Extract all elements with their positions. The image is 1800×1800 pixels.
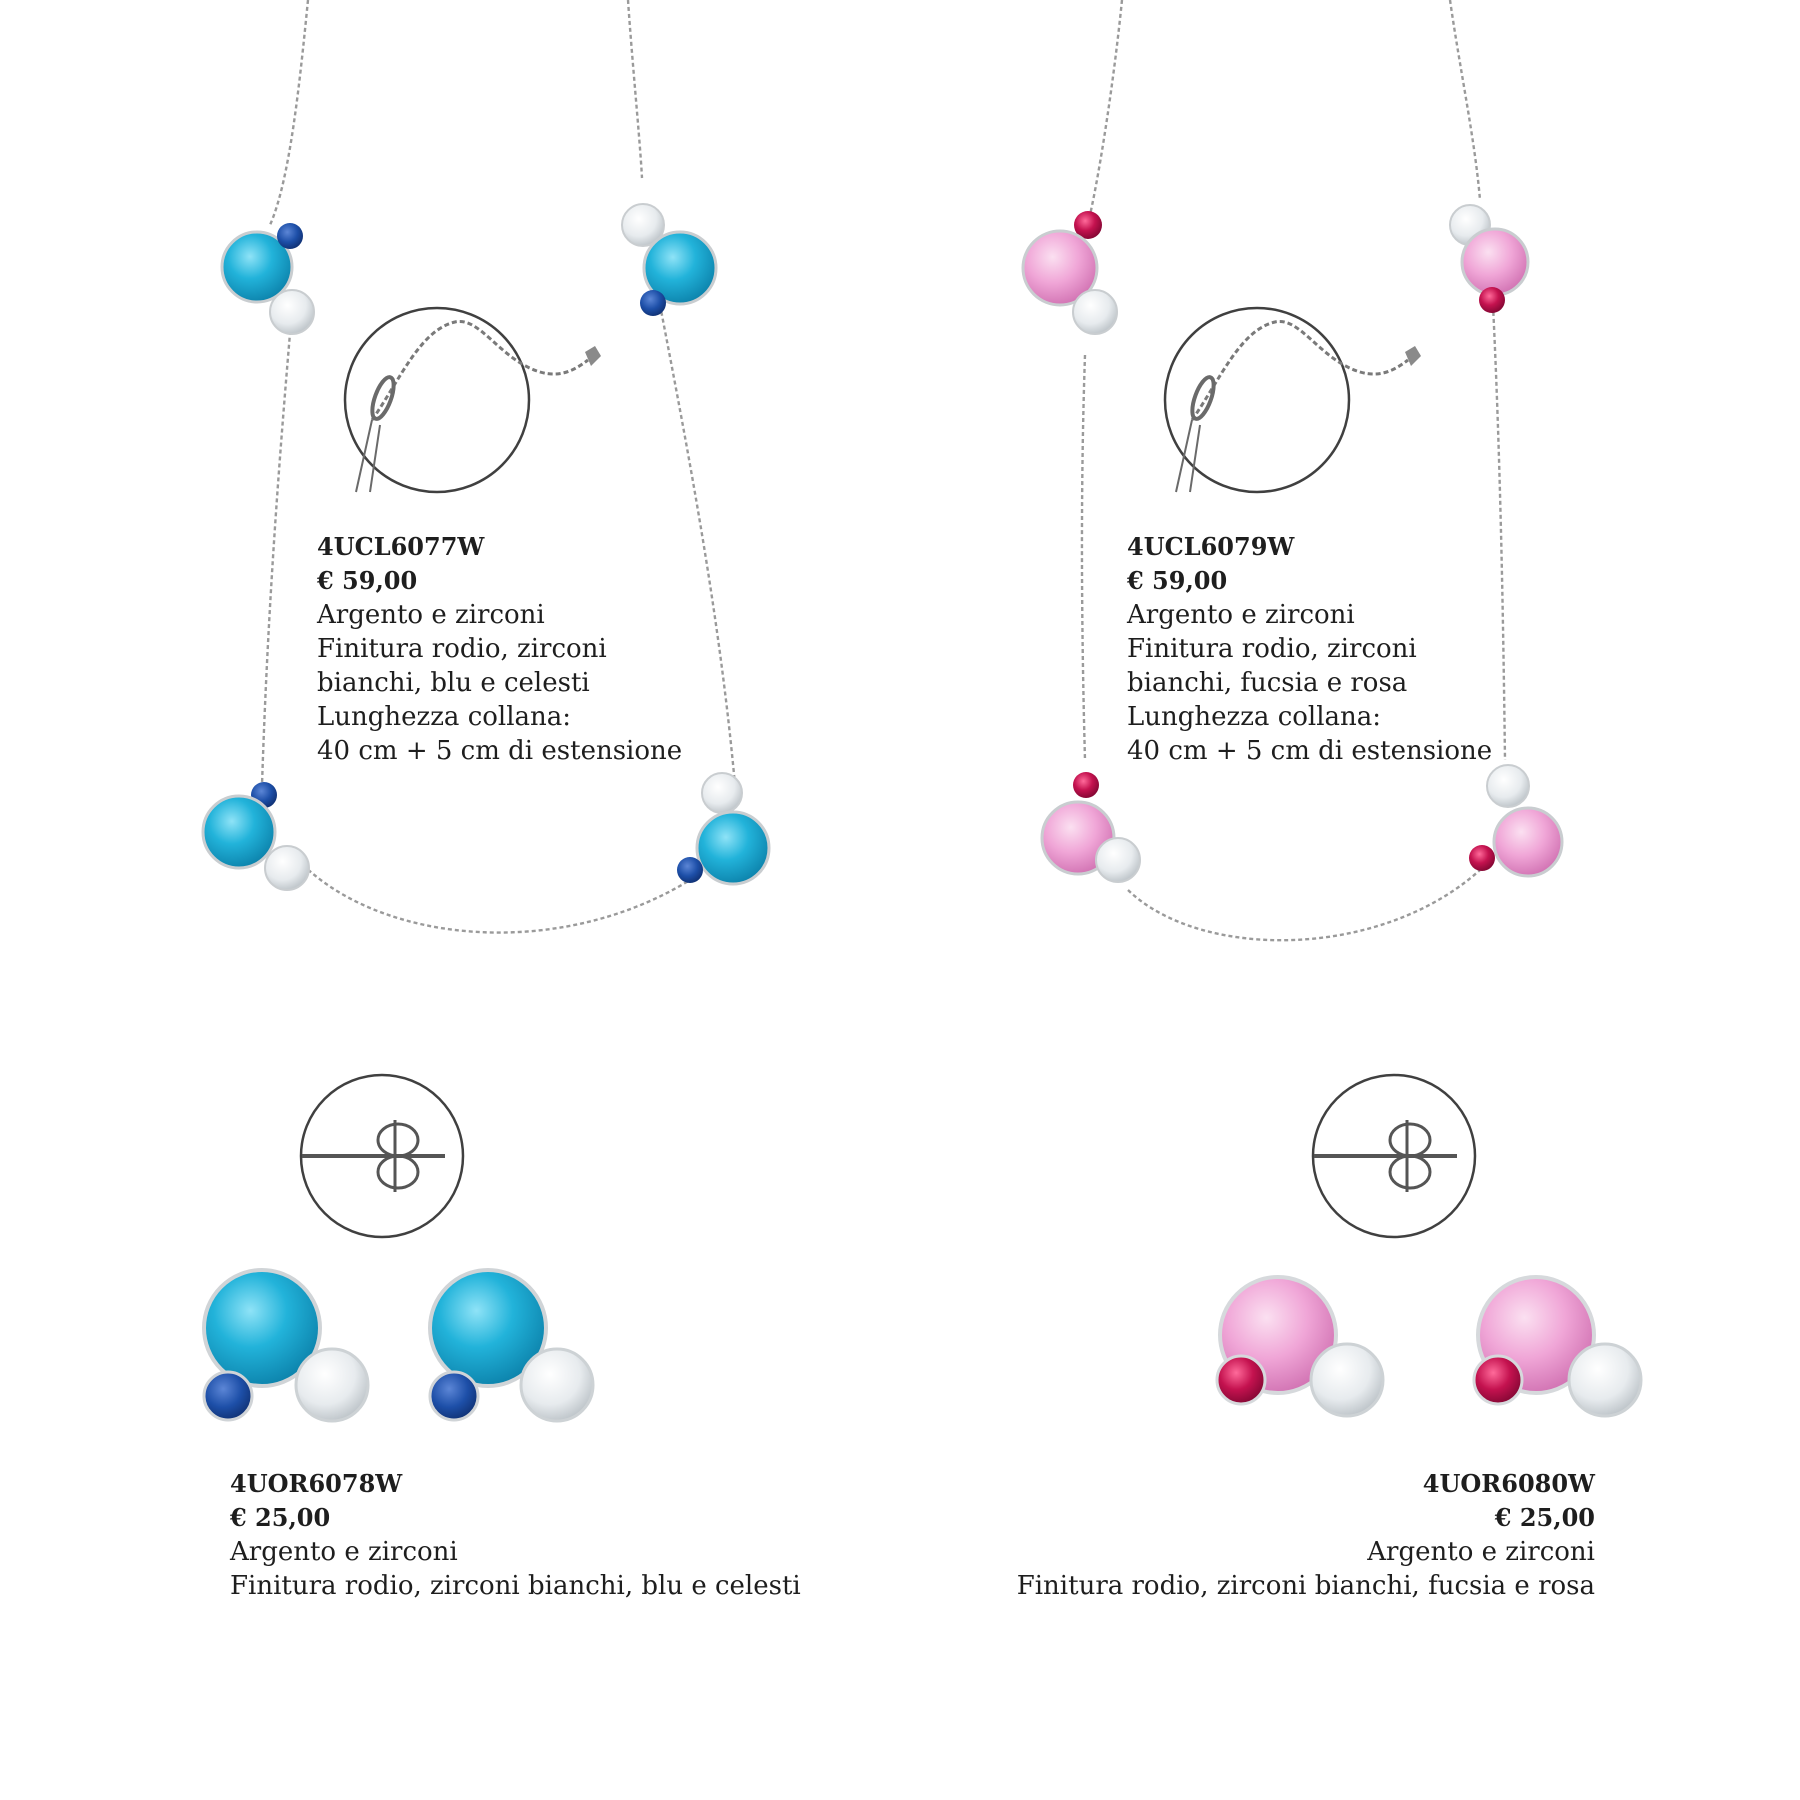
clasp-extension-chain-icon xyxy=(345,308,601,492)
product-code: 4UOR6080W xyxy=(1422,1469,1595,1498)
product-info-earrings-blue xyxy=(230,1467,801,1603)
product-description-line: Finitura rodio, zirconi bianchi, blu e celesti xyxy=(230,1571,801,1601)
product-price: € 25,00 xyxy=(1494,1503,1595,1532)
clasp-extension-chain-icon xyxy=(1165,308,1421,492)
necklace-blue-cluster-1 xyxy=(222,223,314,334)
product-description-line: bianchi, blu e celesti xyxy=(317,668,590,698)
necklace-blue-cluster-4 xyxy=(677,773,769,884)
earring-blue-left xyxy=(204,1270,368,1421)
butterfly-earring-back-icon xyxy=(301,1075,463,1237)
product-code: 4UCL6077W xyxy=(317,532,485,561)
product-code: 4UCL6079W xyxy=(1127,532,1295,561)
product-description-line: bianchi, fucsia e rosa xyxy=(1127,668,1408,698)
product-description-line: Argento e zirconi xyxy=(230,1537,458,1567)
product-description-line: Argento e zirconi xyxy=(1367,1537,1595,1567)
product-description-line: Finitura rodio, zirconi xyxy=(1127,634,1417,664)
product-info-necklace-pink xyxy=(1127,530,1492,768)
product-description-line: 40 cm + 5 cm di estensione xyxy=(1127,736,1493,766)
necklace-pink-cluster-3 xyxy=(1042,772,1140,882)
product-price: € 59,00 xyxy=(1127,566,1228,595)
product-description-line: Lunghezza collana: xyxy=(317,702,572,732)
necklace-pink-cluster-2 xyxy=(1450,205,1528,313)
product-description-line: 40 cm + 5 cm di estensione xyxy=(317,736,683,766)
necklace-pink-cluster-1 xyxy=(1023,211,1117,334)
product-info-necklace-blue xyxy=(317,530,682,768)
earring-pink-left xyxy=(1217,1277,1383,1416)
product-description-line: Argento e zirconi xyxy=(1127,600,1355,630)
product-price: € 25,00 xyxy=(230,1503,331,1532)
necklace-pink-cluster-4 xyxy=(1469,765,1562,876)
product-price: € 59,00 xyxy=(317,566,418,595)
product-description-line: Finitura rodio, zirconi bianchi, fucsia e rosa xyxy=(1016,1571,1595,1601)
product-description-line: Lunghezza collana: xyxy=(1127,702,1382,732)
necklace-blue-cluster-3 xyxy=(203,782,309,890)
earring-pink-right xyxy=(1474,1277,1641,1416)
butterfly-earring-back-icon xyxy=(1313,1075,1475,1237)
product-info-earrings-pink xyxy=(1017,1467,1595,1603)
earring-blue-right xyxy=(430,1270,593,1421)
necklace-blue-cluster-2 xyxy=(622,204,716,316)
product-description-line: Finitura rodio, zirconi xyxy=(317,634,607,664)
product-code: 4UOR6078W xyxy=(230,1469,403,1498)
product-description-line: Argento e zirconi xyxy=(317,600,545,630)
